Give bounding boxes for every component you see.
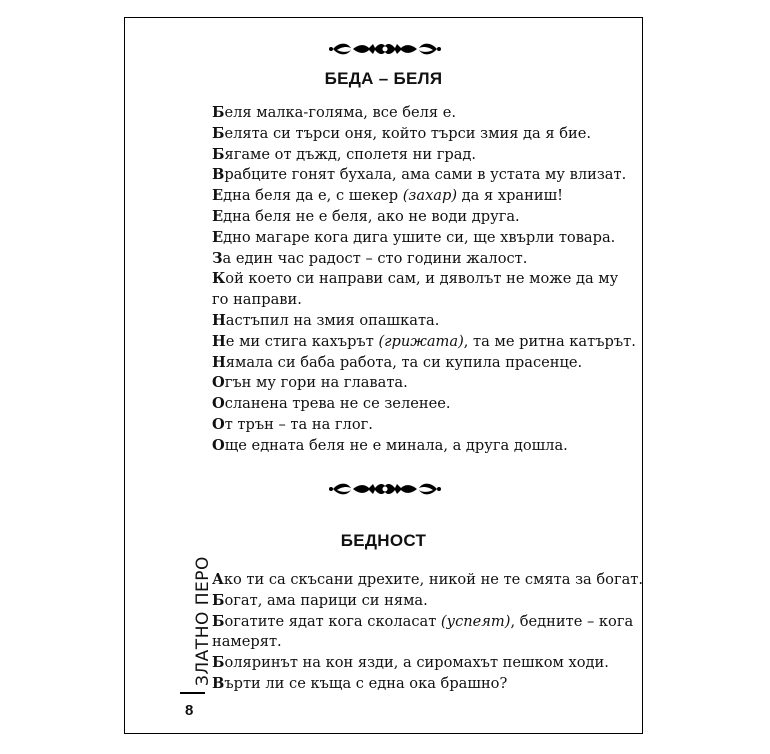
proverb-text: дна беля не е беля, ако не води друга.	[223, 207, 520, 225]
proverb-item	[212, 311, 636, 332]
proverb-list-trouble	[212, 103, 636, 457]
proverb-item	[212, 165, 636, 186]
proverb-item	[212, 207, 636, 228]
ornament-flourish-icon	[329, 480, 441, 498]
section-title-trouble: БЕДА – БЕЛЯ	[324, 69, 443, 88]
proverb-initial: О	[212, 395, 225, 413]
proverb-text: огат, ама парици си няма.	[224, 591, 428, 609]
proverb-item	[212, 124, 636, 145]
proverb-gloss: (успеят)	[440, 612, 511, 630]
proverb-item	[212, 570, 643, 591]
proverb-item	[212, 436, 636, 457]
proverb-text: ой което си направи сам, и дяволът не може да му го направи.	[212, 270, 619, 309]
proverb-initial: Е	[212, 207, 224, 225]
proverb-text: т трън – та на глог.	[224, 415, 373, 433]
proverb-initial: В	[212, 166, 225, 184]
proverb-text: сланена трева не се зеленее.	[224, 395, 451, 413]
proverb-initial: Б	[212, 654, 225, 672]
proverb-initial: Е	[212, 228, 224, 246]
proverb-initial: Н	[212, 353, 226, 371]
proverb-item	[212, 332, 636, 353]
proverb-item	[212, 269, 636, 311]
proverb-initial: К	[212, 270, 226, 288]
proverb-text: елята си търси оня, който търси змия да я бие.	[224, 124, 592, 142]
side-series-label: ЗЛАТНО ПЕРО	[193, 556, 213, 686]
proverb-text: дна беля да е, с шекер	[223, 187, 403, 205]
proverb-item	[212, 415, 636, 436]
proverb-item	[212, 591, 636, 612]
proverb-text: ямала си баба работа, та си купила прасенце.	[225, 353, 583, 371]
proverb-item	[212, 612, 636, 654]
proverb-list-poverty	[212, 570, 643, 695]
section-title-poverty: БЕДНОСТ	[340, 531, 427, 550]
proverb-initial: Б	[212, 124, 225, 142]
proverb-initial: Е	[212, 187, 224, 205]
proverb-gloss: (захар)	[402, 187, 458, 205]
proverb-item	[212, 653, 636, 674]
proverb-text-tail: , бедните – кога намерят.	[212, 612, 634, 651]
proverb-initial: Н	[212, 311, 226, 329]
proverb-initial: О	[212, 374, 225, 392]
proverb-text: ърти ли се къща с една ока брашно?	[224, 674, 508, 692]
ornament-flourish-icon	[329, 40, 441, 58]
proverb-initial: О	[212, 415, 225, 433]
proverb-text: ко ти са скъсани дрехите, никой не те смята за богат.	[223, 571, 643, 588]
proverb-item	[212, 249, 636, 270]
proverb-initial: Б	[212, 104, 225, 121]
proverb-gloss: (грижата)	[378, 332, 464, 350]
proverb-item	[212, 145, 636, 166]
proverb-text: а един час радост – сто години жалост.	[222, 249, 528, 267]
proverb-initial: О	[212, 436, 225, 454]
proverb-item	[212, 103, 636, 124]
side-rule	[180, 692, 205, 694]
ornament-divider-top	[0, 40, 770, 63]
proverb-initial: З	[212, 249, 223, 267]
proverb-item	[212, 373, 636, 394]
proverb-item	[212, 394, 636, 415]
proverb-text: ще едната беля не е минала, а друга дошла.	[224, 436, 568, 454]
proverb-item	[212, 674, 636, 695]
proverb-text-tail: да я храниш!	[457, 187, 564, 205]
proverb-initial: Н	[212, 332, 226, 350]
proverb-text: еля малка-голяма, все беля е.	[224, 104, 457, 121]
proverb-item	[212, 228, 636, 249]
proverb-text: ягаме от дъжд, сполетя ни град.	[224, 145, 477, 163]
proverb-text: огатите ядат кога сколасат	[224, 612, 441, 630]
proverb-initial: А	[212, 571, 224, 588]
proverb-text: дно магаре кога дига ушите си, ще хвърли товара.	[223, 228, 616, 246]
proverb-initial: Б	[212, 145, 225, 163]
proverb-text: оляринът на кон язди, а сиромахът пешком ходи.	[224, 654, 609, 672]
proverb-text: астъпил на змия опашката.	[225, 311, 440, 329]
proverb-text: гън му гори на главата.	[224, 374, 408, 392]
proverb-item	[212, 186, 636, 207]
page-number: 8	[185, 702, 194, 719]
proverb-initial: В	[212, 674, 225, 692]
proverb-text: рабците гонят бухала, ама сами в устата му влизат.	[224, 166, 627, 184]
proverb-initial: Б	[212, 612, 225, 630]
proverb-text: е ми стига кахърът	[225, 332, 379, 350]
ornament-divider-middle	[0, 480, 770, 503]
proverb-text-tail: , та ме ритна катърът.	[463, 332, 636, 350]
proverb-initial: Б	[212, 591, 225, 609]
proverb-item	[212, 353, 636, 374]
